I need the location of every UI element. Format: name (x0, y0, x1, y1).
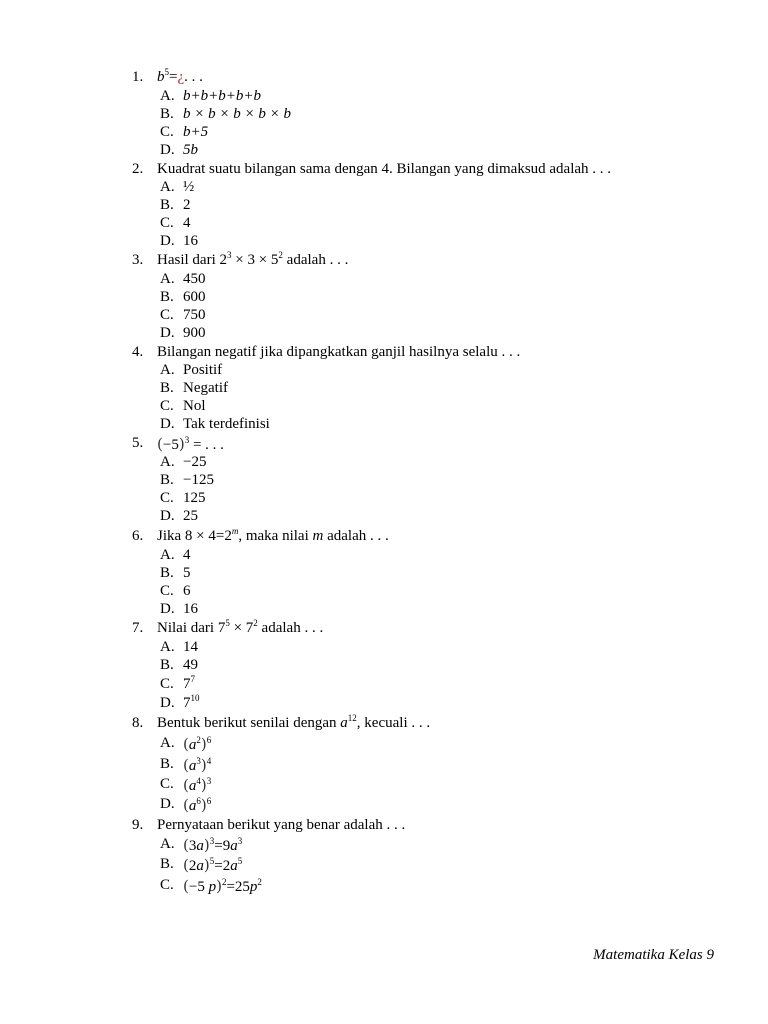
option-text: b × b × b × b × b (183, 106, 291, 122)
option-text: 5 (183, 565, 191, 581)
option-text: 16 (183, 233, 198, 249)
option-text: −25 (183, 454, 207, 470)
option-text: 6 (183, 583, 191, 599)
option-text: 450 (183, 271, 206, 287)
question-text: $b^5=¿$. . . (157, 67, 203, 85)
option-text: b+5 (183, 124, 209, 140)
option-text: Tak terdefinisi (183, 416, 270, 432)
option-text: $(a^4)^3$ (183, 776, 212, 794)
question-text: $(-5)^3$ = . . . (157, 435, 224, 453)
option-text: 125 (183, 490, 206, 506)
option-text: 4 (183, 215, 191, 231)
question-text: Bilangan negatif jika dipangkatkan ganjil hasilnya selalu . . . (157, 344, 521, 360)
option-text: 2 (183, 197, 191, 213)
option-text: b+b+b+b+b (183, 88, 261, 104)
option-text: 4 (183, 547, 191, 563)
option-text: $(3a)^3=9a^3$ (183, 836, 243, 854)
option-text: $(a^2)^6$ (183, 735, 212, 753)
question-text: Nilai dari $7^5 \times 7^2$ adalah . . . (157, 618, 324, 636)
option-text: ½ (183, 179, 195, 195)
question-text: Pernyataan berikut yang benar adalah . . . (157, 817, 406, 833)
option-text: 14 (183, 639, 198, 655)
option-text: Negatif (183, 380, 228, 396)
option-text: $7^{10}$ (183, 693, 200, 711)
option-text: Nol (183, 398, 206, 414)
option-text: 900 (183, 325, 206, 341)
document-page: 1. $b^5=¿$. . . A. b+b+b+b+b B. b × b × b × b × b C. b+5 D. 5b 2. Kuadrat suatu bilangan sama dengan 4. Bilangan yang dimaksud adalah . . . A. ½ B. 2 C. 4 D. 16 3. Hasil dari $2^3 \times 3 \times 5^2$ adalah . . . A. 450 B. 600 C. 750 D. 900 4. Bilangan negatif jika dipangkatkan ganjil hasilnya selalu . . . A. Positif B. Negatif C. Nol D. Tak terdefinisi 5. $(-5)^3$ = . . . A. −25 B. −125 C. 125 D. 25 6. Jika $8 \times 4=2^m$, maka nilai m adalah . . . A. 4 B. 5 C. 6 D. 16 7. Nilai dari $7^5 \times 7^2$ adalah . . . A. 14 B. 49 C. $7^7$ D. $7^{10}$ 8. Bentuk berikut senilai dengan $a^{12}$, kecuali . . . A. $(a^2)^6$ B. $(a^3)^4$ C. $(a^4)^3$ D. $(a^6)^6$ 9. Pernyataan berikut yang benar adalah . . . A. $(3a)^3=9a^3$ B. $(2a)^5=2a^5$ C. (−5 $p)^2=25p^2$ Matematika Kelas 9 (132, 67, 714, 963)
question-text: Hasil dari $2^3 \times 3 \times 5^2$ adalah . . . (157, 250, 349, 268)
option-text: $(a^3)^4$ (183, 756, 212, 774)
question-text: Bentuk berikut senilai dengan $a^{12}$, kecuali . . . (157, 713, 431, 731)
question-text: Kuadrat suatu bilangan sama dengan 4. Bilangan yang dimaksud adalah . . . (157, 161, 612, 177)
option-text: 25 (183, 508, 198, 524)
option-text: 5b (183, 142, 198, 158)
question-number: 1. (132, 69, 144, 85)
option-text: $(a^6)^6$ (183, 796, 212, 814)
option-text: Positif (183, 362, 223, 378)
option-text: −125 (183, 472, 214, 488)
page-footer: Matematika Kelas 9 (593, 947, 714, 963)
option-text: $(2a)^5=2a^5$ (183, 856, 243, 874)
option-text: $7^7$ (183, 674, 195, 692)
option-text: 16 (183, 601, 198, 617)
option-text: (−5 $p)^2=25p^2$ (183, 877, 262, 895)
option-text: 600 (183, 289, 206, 305)
option-text: 750 (183, 307, 206, 323)
question-text: Jika $8 \times 4=2^m$, maka nilai m adalah . . . (157, 526, 389, 544)
option-text: 49 (183, 657, 198, 673)
